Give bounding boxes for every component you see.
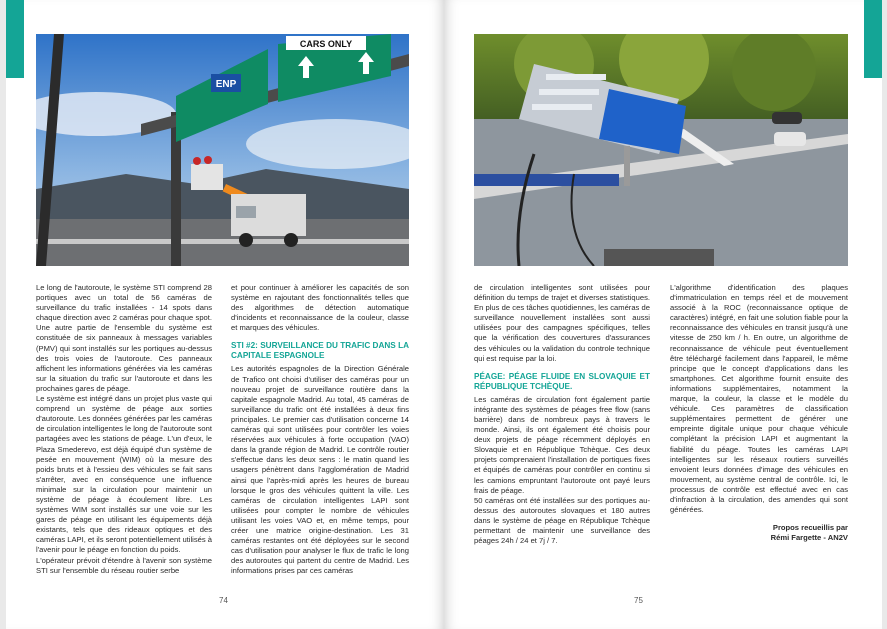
paragraph: 50 caméras ont été installées sur des portiques au-dessus des autoroutes slovaques et 180 autres dans le système de péage en République Tchèque permettant de maintenir une surveillance des péages 24h / 24 et 7j / 7. bbox=[474, 495, 650, 546]
sign-brand-text: ENP bbox=[215, 79, 237, 90]
credit-name: Rémi Fargette - AN2V bbox=[770, 533, 848, 543]
right-page bbox=[444, 0, 882, 629]
page-number-right: 75 bbox=[634, 596, 643, 605]
left-page bbox=[6, 0, 444, 629]
paragraph: L'algorithme d'identification des plaques d'immatriculation en temps réel et de mouvement associé à la ROC (reconnaissance optique de caractères) intégré, en fait une solution fiable pour la reconnaissance des véhicules en transit jusqu'à une vitesse de 250 km / h. En outre, un algorithme de reconnaissance de véhicule peut éventuellement être téléchargé facilement dans l'appareil, le même principe que le concept d'applications dans les smartphones. Cet algorithme fournit ensuite des informations supplémentaires, notamment la marque, la couleur, la classe et le modèle du véhicule. Ces paramètres de classification supplémentaires permettent de générer une empreinte digitale unique pour chaque véhicule complétant la précision LAPI et augmentant la fiabilité du péage. Toutes les caméras LAPI intelligentes sur les réseaux routiers surveillés envoient leurs données d'image des véhicules en mouvement, au système central de contrôle. Ici, le processus de contrôle est effectué avec en cas d'infraction à la circulation, des amendes qui sont générées. bbox=[670, 283, 848, 515]
left-column-2 bbox=[231, 283, 409, 576]
right-column-1 bbox=[474, 283, 650, 546]
credit-label: Propos recueillis par bbox=[772, 523, 848, 533]
magazine-spread bbox=[6, 0, 882, 629]
gantry-photo bbox=[36, 34, 409, 266]
paragraph: Le système est intégré dans un projet plus vaste qui comprend un système de péage aux sorties d'autoroute. Les données générées par les caméras de circulation intelligentes le long de l'autoroute sont partagées avec les stations de péage. L'un d'eux, le Plaza Smederevo, est déjà équipé d'un système de pesée en mouvement (WIM) où la mesure des poids bruts et à l'essieu des véhicules se fait sans s'arrêter, avec en conséquence une influence minimale sur la circulation pour maintenir un système de péage à écoulement libre. Les systèmes WIM sont installés sur une voie sur les gares de péage en utilisant les équipements déjà existants, tels que des rideaux optiques et des caméras LAPI, et ils seront potentiellement utilisés à l'avenir pour le péage en fonction du poids. bbox=[36, 394, 213, 555]
paragraph: et pour continuer à améliorer les capacités de son système en rajoutant des fonctionnalités telles que des algorithmes de détection automatique d'incidents et reconnaissance de la couleur, classe et marques des véhicules. bbox=[231, 283, 409, 333]
paragraph: Les autorités espagnoles de la Direction Générale de Trafico ont choisi d'utiliser des caméras pour un nouveau projet de surveillance routière dans la capitale espagnole Madrid. Au total, 45 caméras de surveillance du trafic ont été installées à deux fins principales. Le premier cas d'utilisation concerne 14 caméras qui sont utilisées pour contrôler les voies réservées aux véhicules à forte occupation (VAO) dans la grande région de Madrid. Le contrôle routier s'effectue dans les deux sens : le matin quand les usagers pénètrent dans l'agglomération de Madrid ainsi que l'après-midi après les heures de bureau lorsque le gros des véhicules quittent la ville. Les caméras de circulation intelligentes LAPI sont utilisées pour compter le nombre de véhicules utilisant les voies VAO et, en même temps, pour créer une matrice origine-destination. Les 31 caméras restantes ont été déployées sur le second cas d'utilisation pour analyser le flux de trafic le long des autoroutes qui partent du centre de Madrid. Les informations prises par ces caméras bbox=[231, 364, 409, 576]
page-number-left: 74 bbox=[219, 596, 228, 605]
paragraph: Le long de l'autoroute, le système STI comprend 28 portiques avec un total de 56 caméras de surveillance du trafic installées - 14 spots dans chaque direction avec 2 caméras pour chaque spot. Une autre partie de l'ensemble du système est constituée de six panneaux à messages variables (PMV) qui sont installés sur les portiques au-dessus des trois voies de l'autoroute. Ces panneaux affichent les informations générées via les caméras sur la situation du trafic sur l'autoroute et dans les prochaines gares de péage. bbox=[36, 283, 212, 393]
paragraph: de circulation intelligentes sont utilisées pour définition du temps de trajet et diverses statistiques. En plus de ces tâches quotidiennes, les caméras de surveillance nouvellement installées sont aussi utilisées pour des campagnes spécifiques, telles que la vérification des couvertures d'assurances des véhicules ou la validation du controle technique qui est requise par la loi. bbox=[474, 283, 650, 363]
paragraph: L'opérateur prévoit d'étendre à l'avenir son système STI sur l'ensemble du réseau routier serbe bbox=[36, 555, 212, 575]
section-heading: STI #2: SURVEILLANCE DU TRAFIC DANS LA CAPITALE ESPAGNOLE bbox=[231, 341, 409, 361]
camera-photo bbox=[474, 34, 848, 266]
left-column-1 bbox=[36, 283, 212, 576]
section-tab-right bbox=[864, 0, 882, 78]
sign-cars-only-text: CARS ONLY bbox=[299, 39, 353, 49]
right-column-2 bbox=[670, 283, 848, 543]
section-heading: PÉAGE: PÉAGE FLUIDE EN SLOVAQUIE ET RÉPUBLIQUE TCHÈQUE. bbox=[474, 371, 650, 391]
paragraph: Les caméras de circulation font également partie intégrante des systèmes de péages free flow (sans barrière) dans de nombreux pays à travers le monde. Ainsi, ils ont également été choisis pour deux projets de péage récemment déployés en Slovaquie et en République Tchèque. Ces deux projets comprenaient l'installation de portiques fixes et équipés de caméras pour contrôler en continu si les camions empruntant l'autoroute ont payé leurs frais de péage. bbox=[474, 394, 650, 495]
section-tab-left bbox=[6, 0, 24, 78]
